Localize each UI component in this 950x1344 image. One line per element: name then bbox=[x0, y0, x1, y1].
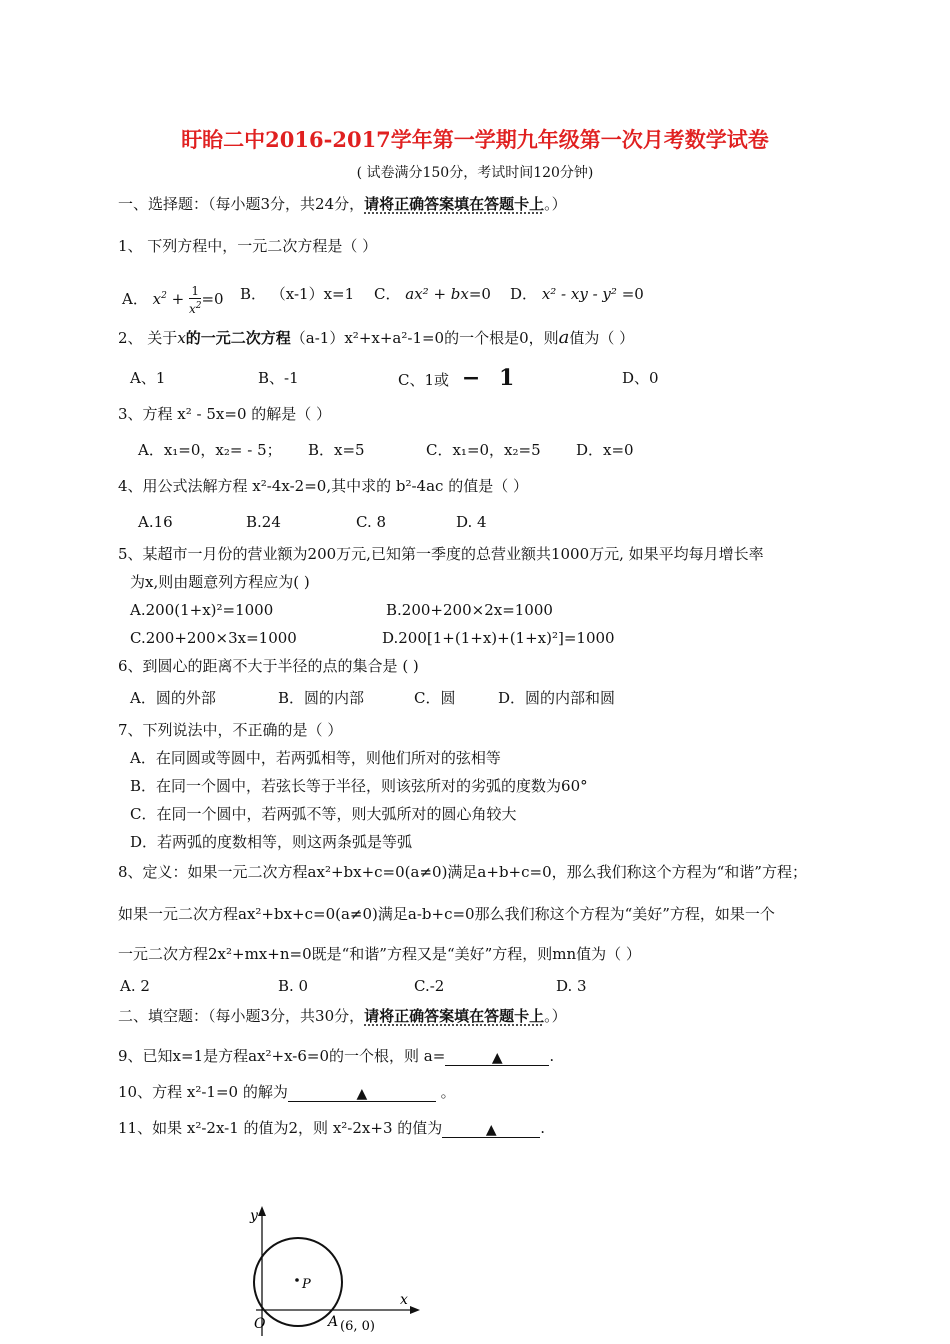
exam-title: 盱眙二中2016-2017学年第一学期九年级第一次月考数学试卷 bbox=[181, 127, 769, 152]
q2-option-a: A、1 bbox=[130, 369, 166, 387]
q2-option-b: B、-1 bbox=[258, 369, 299, 387]
section2-heading-prefix: 二、填空题：（每小题3分，共30分， bbox=[118, 1007, 365, 1025]
q9-answer-blank[interactable] bbox=[445, 1047, 549, 1066]
q1-c-tail: =0 bbox=[468, 285, 491, 303]
section1-heading-suffix: 。） bbox=[544, 195, 567, 213]
point-a-label: A bbox=[328, 1314, 339, 1330]
q2-stem-a: a bbox=[558, 327, 570, 348]
q5-option-a: A.200(1+x)²=1000 bbox=[130, 601, 274, 619]
q1-option-c bbox=[374, 284, 491, 304]
q2-stem-mid: （a-1）x²+x+a²-1=0的一个根是0，则 bbox=[290, 329, 559, 347]
q5-option-c: C.200+200×3x=1000 bbox=[130, 629, 297, 647]
q5-option-d: D.200[1+(1+x)+(1+x)²]=1000 bbox=[382, 629, 615, 647]
q8-option-b: B. 0 bbox=[278, 977, 309, 995]
section1-heading-bold: 请将正确答案填在答题卡上 bbox=[364, 195, 545, 213]
exam-subtitle: ( 试卷满分150分，考试时间120分钟) bbox=[356, 165, 594, 181]
q2-stem-x: x bbox=[177, 329, 186, 347]
y-axis-label: y bbox=[250, 1208, 258, 1224]
q7-option-c: C．在同一个圆中，若两弧不等，则大弧所对的圆心角较大 bbox=[130, 805, 517, 823]
q11-stem: 11、如果 x²-2x-1 的值为2，则 x²-2x+3 的值为 bbox=[118, 1119, 443, 1137]
q3-option-a: A．x₁=0，x₂= - 5； bbox=[138, 441, 282, 459]
q1-d-tail: =0 bbox=[616, 285, 644, 303]
q6-option-d: D．圆的内部和圆 bbox=[498, 689, 616, 707]
x-axis-label: x bbox=[400, 1292, 408, 1308]
q3-option-c: C．x₁=0，x₂=5 bbox=[426, 441, 541, 459]
q8-line1: 8、定义：如果一元二次方程ax²+bx+c=0(a≠0)满足a+b+c=0，那么我们称这个方程为“和谐”方程； bbox=[118, 863, 807, 881]
q5-line1: 5、某超市一月份的营业额为200万元,已知第一季度的总营业额共1000万元, 如果平均每月增长率 bbox=[118, 545, 764, 563]
q4-option-a: A.16 bbox=[138, 513, 173, 531]
q9 bbox=[118, 1046, 554, 1066]
section2-heading-bold: 请将正确答案填在答题卡上 bbox=[364, 1007, 545, 1025]
q1-a-fraction: $\frac{1}{x^2}$ bbox=[188, 284, 202, 316]
q1-d-label: D． bbox=[510, 285, 538, 303]
q10-stem: 10、方程 x²-1=0 的解为 bbox=[118, 1083, 288, 1101]
q2-c-neg: − bbox=[461, 365, 481, 391]
q10-tail: 。 bbox=[435, 1083, 456, 1101]
coordinate-figure bbox=[230, 1200, 450, 1340]
q9-tail: . bbox=[549, 1047, 555, 1065]
q8-line3: 一元二次方程2x²+mx+n=0既是“和谐”方程又是“美好”方程，则mn值为（ ） bbox=[118, 945, 641, 963]
center-point-p bbox=[295, 1278, 299, 1282]
q1-a-frac-den: x bbox=[188, 302, 196, 316]
q2-c-prefix: C、1或 bbox=[398, 371, 450, 389]
q4-stem: 4、用公式法解方程 x²-4x-2=0,其中求的 b²-4ac 的值是（ ） bbox=[118, 477, 528, 495]
q1-stem: 1、 下列方程中，一元二次方程是（ ） bbox=[118, 237, 378, 255]
q3-option-b: B．x=5 bbox=[308, 441, 365, 459]
x-axis-arrow-icon bbox=[410, 1306, 420, 1314]
q1-c-expr: ax² + bx bbox=[405, 285, 469, 303]
q11-answer-blank[interactable] bbox=[442, 1119, 540, 1138]
section1-heading-prefix: 一、选择题：（每小题3分，共24分， bbox=[118, 195, 365, 213]
q3-stem: 3、方程 x² - 5x=0 的解是（ ） bbox=[118, 405, 332, 423]
q2-c-one: 1 bbox=[499, 365, 515, 391]
q4-option-d: D. 4 bbox=[456, 513, 487, 531]
point-a-coord: (6, 0) bbox=[340, 1319, 375, 1334]
triangle-icon: ▲ bbox=[491, 1050, 503, 1066]
q1-option-d bbox=[510, 284, 644, 304]
q1-option-b: B． （x-1）x=1 bbox=[240, 285, 355, 303]
q1-a-label: A． bbox=[122, 290, 148, 308]
q2-option-c bbox=[398, 365, 515, 391]
q1-option-a: A． $x^2$ + $\frac{1}{x^2}$ =0 bbox=[122, 284, 224, 316]
q8-option-c: C.-2 bbox=[414, 977, 445, 995]
point-p-label: P bbox=[302, 1277, 311, 1292]
triangle-icon: ▲ bbox=[485, 1122, 497, 1138]
q2-stem-suffix: 值为（ ） bbox=[569, 329, 635, 347]
q2-stem bbox=[118, 328, 634, 348]
q2-stem-prefix: 2、 关于 bbox=[118, 329, 178, 347]
q11 bbox=[118, 1118, 545, 1138]
q5-option-b: B.200+200×2x=1000 bbox=[386, 601, 553, 619]
q10-answer-blank[interactable] bbox=[288, 1083, 436, 1102]
y-axis-arrow-icon bbox=[258, 1206, 266, 1216]
q1-c-label: C． bbox=[374, 285, 401, 303]
q8-option-d: D. 3 bbox=[556, 977, 587, 995]
q9-stem: 9、已知x=1是方程ax²+x-6=0的一个根，则 a= bbox=[118, 1047, 446, 1065]
q8-option-a: A. 2 bbox=[120, 977, 150, 995]
q8-line2: 如果一元二次方程ax²+bx+c=0(a≠0)满足a-b+c=0那么我们称这个方程为“美好”方程，如果一个 bbox=[118, 905, 775, 923]
q7-option-b: B．在同一个圆中，若弦长等于半径，则该弦所对的劣弧的度数为60° bbox=[130, 777, 588, 795]
q6-option-b: B．圆的内部 bbox=[278, 689, 365, 707]
q4-option-c: C. 8 bbox=[356, 513, 387, 531]
q6-stem: 6、到圆心的距离不大于半径的点的集合是 ( ) bbox=[118, 657, 419, 675]
q2-stem-bold: 的一元二次方程 bbox=[185, 329, 291, 347]
section2-heading bbox=[118, 1006, 567, 1026]
q6-option-c: C．圆 bbox=[414, 689, 456, 707]
section2-heading-suffix: 。） bbox=[544, 1007, 567, 1025]
q3-option-d: D．x=0 bbox=[576, 441, 634, 459]
section1-heading bbox=[118, 194, 567, 214]
q4-option-b: B.24 bbox=[246, 513, 281, 531]
q5-line2: 为x,则由题意列方程应为( ) bbox=[130, 573, 310, 591]
circle-p bbox=[254, 1238, 342, 1326]
q1-a-tail: =0 bbox=[201, 290, 224, 308]
q6-option-a: A．圆的外部 bbox=[130, 689, 216, 707]
q1-d-expr: x² - xy - y² bbox=[541, 285, 617, 303]
q1-a-frac-num: 1 bbox=[189, 284, 202, 299]
triangle-icon: ▲ bbox=[356, 1086, 368, 1102]
q7-stem: 7、下列说法中，不正确的是（ ） bbox=[118, 721, 343, 739]
q11-tail: . bbox=[540, 1119, 546, 1137]
q7-option-a: A．在同圆或等圆中，若两弧相等，则他们所对的弦相等 bbox=[130, 749, 501, 767]
q10 bbox=[118, 1082, 456, 1102]
q2-option-d: D、0 bbox=[622, 369, 659, 387]
q7-option-d: D．若两弧的度数相等，则这两条弧是等弧 bbox=[130, 833, 413, 851]
origin-label: O bbox=[254, 1316, 266, 1332]
